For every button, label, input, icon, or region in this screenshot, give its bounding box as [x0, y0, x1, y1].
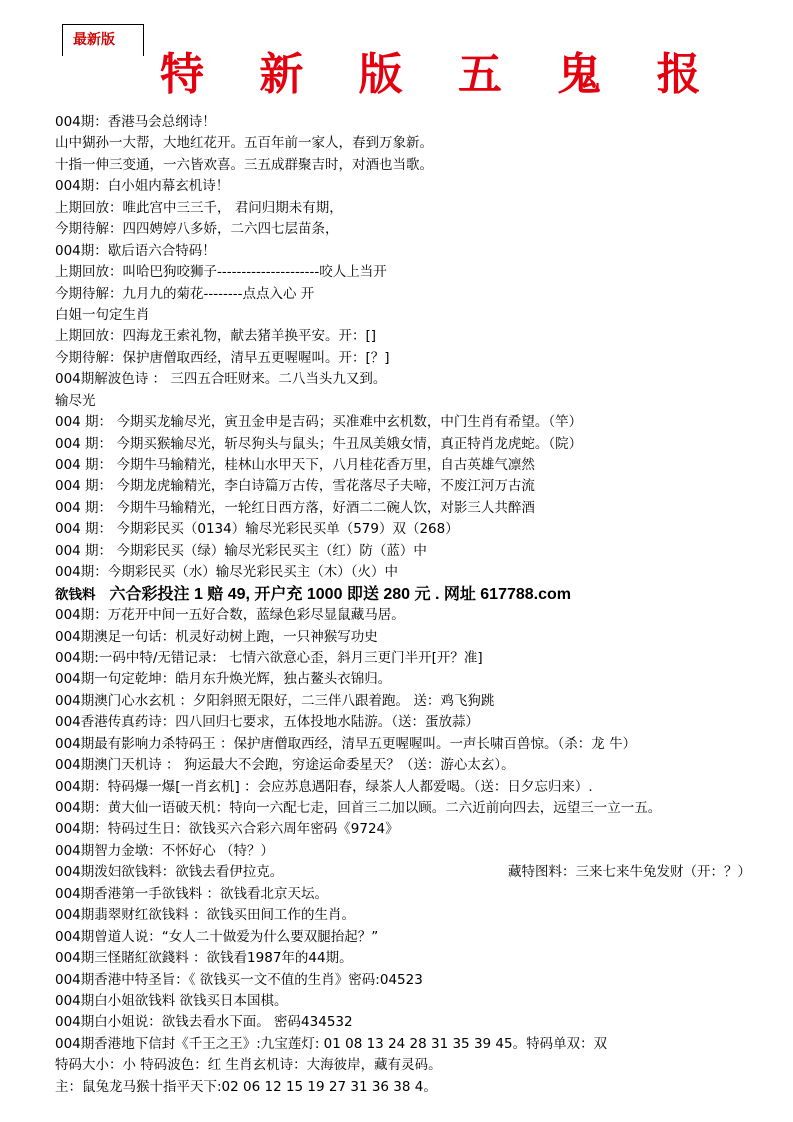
document-body — [55, 112, 785, 1098]
advert-text: 六合彩投注 1 赔 49, 开户充 1000 即送 280 元 . 网址 617788.com — [109, 585, 572, 603]
text-line: 004 期： 今期买猴输尽光，斩尽狗头与鼠头；牛丑凤美娥女情，真正特肖龙虎蛇。（院） — [55, 435, 583, 452]
text-line: 今期待解：九月九的菊花--------点点入心 开 — [55, 285, 315, 302]
text-line: 004 期： 今期彩民买（0134）输尽光彩民买单（579）双（268） — [55, 521, 459, 538]
text-line: 上期回放：唯此宫中三三千， 君问归期未有期， — [55, 199, 343, 216]
advert-line — [55, 584, 785, 605]
text-line: 主：鼠兔龙马猴十指平天下:02 06 12 15 19 27 31 36 38 4。 — [55, 1078, 437, 1095]
text-line: 004 期： 今期买龙输尽光，寅丑金申是吉码；买准难中玄机数，中门生肖有希望。（竿） — [55, 414, 583, 431]
text-line: 004期三怪賭紅欲錢料 ：欲钱看1987年的44期。 — [55, 950, 353, 967]
text-line: 004 期： 今期彩民买（绿）输尽光彩民买主（红）防（蓝）中 — [55, 542, 427, 559]
text-line: 004期：白小姐内幕玄机诗！ — [55, 178, 230, 195]
text-line: 004香港传真药诗：四八回归七要求，五体投地水陆游。（送：蛋放蒜） — [55, 714, 480, 731]
badge-label: 最新版 — [73, 32, 115, 48]
text-line: 004期澳门心水玄机 ：夕阳斜照无限好，二三伴八跟着跑。 送：鸡飞狗跳 — [55, 692, 495, 709]
text-line: 004期白小姐欲钱料 欲钱买日本国棋。 — [55, 992, 288, 1009]
text-line: 今期待解：四四娉婷八多娇，二六四七层苗条， — [55, 221, 339, 238]
text-line: 上期回放：四海龙王索礼物，献去猪羊换平安。开：[] — [55, 328, 377, 345]
text-line: 004期澳门天机诗 ： 狗运最大不会跑，穷途运命委星天？（送：游心太玄）。 — [55, 757, 515, 774]
text-line: 004期翡翠财红欲钱料 ：欲钱买田间工作的生肖。 — [55, 907, 356, 924]
text-line: 004期:一码中特/无错记录： 七情六欲意心歪，斜月三更门半开[开？准] — [55, 649, 483, 666]
text-line: 004期澳足一句话：机灵好动树上跑，一只神猴写功史 — [55, 628, 378, 645]
text-line: 十指一伸三变通，一六皆欢喜。三五成群聚吉时，对酒也当歌。 — [55, 156, 433, 173]
text-line: 004期：香港马会总纲诗！ — [55, 114, 216, 130]
text-line: 004 期： 今期龙虎输精光，李白诗篇万古传，雪花落尽子夫啼，不废江河万古流 — [55, 478, 535, 495]
text-line: 输尽光 — [55, 392, 96, 409]
text-line: 004期：今期彩民买（水）输尽光彩民买主（木）（火）中 — [55, 564, 399, 581]
split-left-text: 004期泼妇欲钱料：欲钱去看伊拉克。 — [55, 864, 284, 881]
page-title: 特 新 版 五 鬼 报 — [160, 49, 721, 100]
text-line: 特码大小：小 特码波色：红 生肖玄机诗：大海彼岸，藏有灵码。 — [55, 1057, 442, 1074]
text-line: 山中猢孙一大帮，大地红花开。五百年前一家人，春到万象新。 — [55, 135, 433, 152]
text-line: 上期回放：叫哈巴狗咬狮子---------------------咬人上当开 — [55, 264, 387, 281]
text-line: 004 期： 今期牛马输精光，桂林山水甲天下，八月桂花香万里，自古英雄气凛然 — [55, 457, 535, 473]
text-line: 004期解波色诗 ： 三四五合旺财来。二八当头九又到。 — [55, 371, 387, 388]
text-line: 白姐一句定生肖 — [55, 306, 150, 323]
text-line: 004期香港第一手欲钱料 ：欲钱看北京天坛。 — [55, 885, 329, 902]
split-line — [55, 862, 785, 883]
text-line: 004期白小姐说：欲钱去看水下面。 密码434532 — [55, 1014, 353, 1031]
text-line: 004期曾道人说：“女人二十做爱为什么要双腿抬起？” — [55, 928, 379, 945]
text-line: 今期待解：保护唐僧取西经，清早五更喔喔叫。开：[？] — [55, 349, 390, 366]
text-line: 004期香港地下信封《千王之王》:九宝莲灯: 01 08 13 24 28 31 35 39 45。特码单双：双 — [55, 1035, 608, 1052]
text-line: 004期：特码爆一爆[一肖玄机] ：会应苏息遇阳春，绿茶人人都爱喝。（送：日夕忘归来）. — [55, 778, 593, 795]
split-right-text: 藏特图料：三来七来牛兔发财（开：？） — [508, 864, 751, 881]
text-line: 004期香港中特圣旨：《 欲钱买一文不值的生肖》密码:04523 — [55, 971, 423, 988]
latest-edition-badge — [62, 24, 144, 56]
text-line: 004期：黄大仙一语破天机：特向一六配七走，回首三二加以顾。二六近前向四去，远望三一立一五。 — [55, 800, 662, 816]
text-line: 004期：万花开中间一五好合数，蓝绿色彩尽显鼠藏马居。 — [55, 607, 405, 624]
advert-label: 欲钱料 — [55, 586, 96, 603]
text-line: 004 期： 今期牛马输精光，一轮红日西方落，好酒二二碗人饮，对影三人共醉酒 — [55, 499, 535, 516]
text-line: 004期：歇后语六合特码！ — [55, 242, 216, 259]
text-line: 004期一句定乾坤：皓月东升焕光辉，独占鳌头衣锦归。 — [55, 671, 392, 688]
text-line: 004期最有影响力杀特码王 ：保护唐僧取西经，清早五更喔喔叫。一声长啸百兽惊。（杀：龙 牛） — [55, 735, 637, 752]
text-line: 004期：特码过生日：欲钱买六合彩六周年密码《9724》 — [55, 821, 399, 838]
text-line: 004期智力金墩：不怀好心 （特？） — [55, 842, 275, 859]
